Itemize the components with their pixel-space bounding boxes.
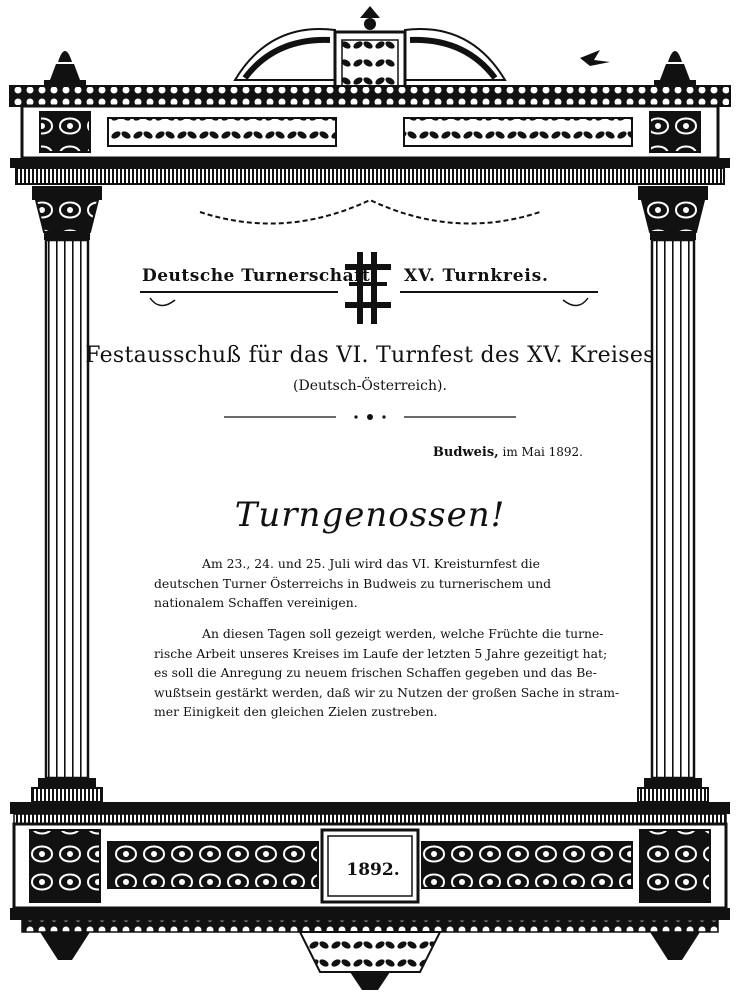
dateline-place: Budweis, (432, 445, 499, 460)
right-column (638, 186, 708, 802)
paragraph-line: Am 23., 24. und 25. Juli wird das VI. Kreisturnfest die (202, 556, 540, 571)
body-paragraph-2 (154, 624, 620, 722)
paragraph-line: wußtsein gestärkt werden, daß wir zu Nutzen der großen Sache in stram- (154, 684, 620, 700)
bird-ornament (580, 50, 610, 66)
body-paragraph-1 (154, 554, 584, 613)
right-urn (654, 51, 696, 86)
greeting-heading: Turngenossen! (234, 495, 506, 535)
left-urn (44, 51, 86, 86)
paragraph-line: es soll die Anregung zu neuem frischen Schaffen gegeben und das Be- (154, 665, 597, 680)
dateline (0, 445, 583, 460)
paragraph-line: mer Einigkeit den gleichen Zielen zustreben. (154, 704, 438, 719)
header-organization: Deutsche Turnerschaft (142, 266, 371, 286)
dateline-date: im Mai 1892. (502, 445, 583, 459)
committee-title: Festausschuß für das VI. Turnfest des XV. Kreises (85, 343, 655, 368)
turner-cross-emblem (345, 252, 391, 324)
committee-subtitle: (Deutsch-Österreich). (293, 378, 447, 394)
garland (200, 200, 540, 224)
header-district: XV. Turnkreis. (404, 266, 549, 286)
paragraph-line: deutschen Turner Österreichs in Budweis zu turnerischem und (154, 575, 552, 591)
paragraph-line: An diesen Tagen soll gezeigt werden, welche Früchte die turne- (202, 626, 604, 641)
left-column (32, 186, 102, 802)
paragraph-line: nationalem Schaffen vereinigen. (154, 595, 358, 610)
paragraph-line: rische Arbeit unseres Kreises im Laufe der letzten 5 Jahre gezeitigt hat; (154, 645, 608, 661)
footer-year: 1892. (346, 860, 400, 880)
